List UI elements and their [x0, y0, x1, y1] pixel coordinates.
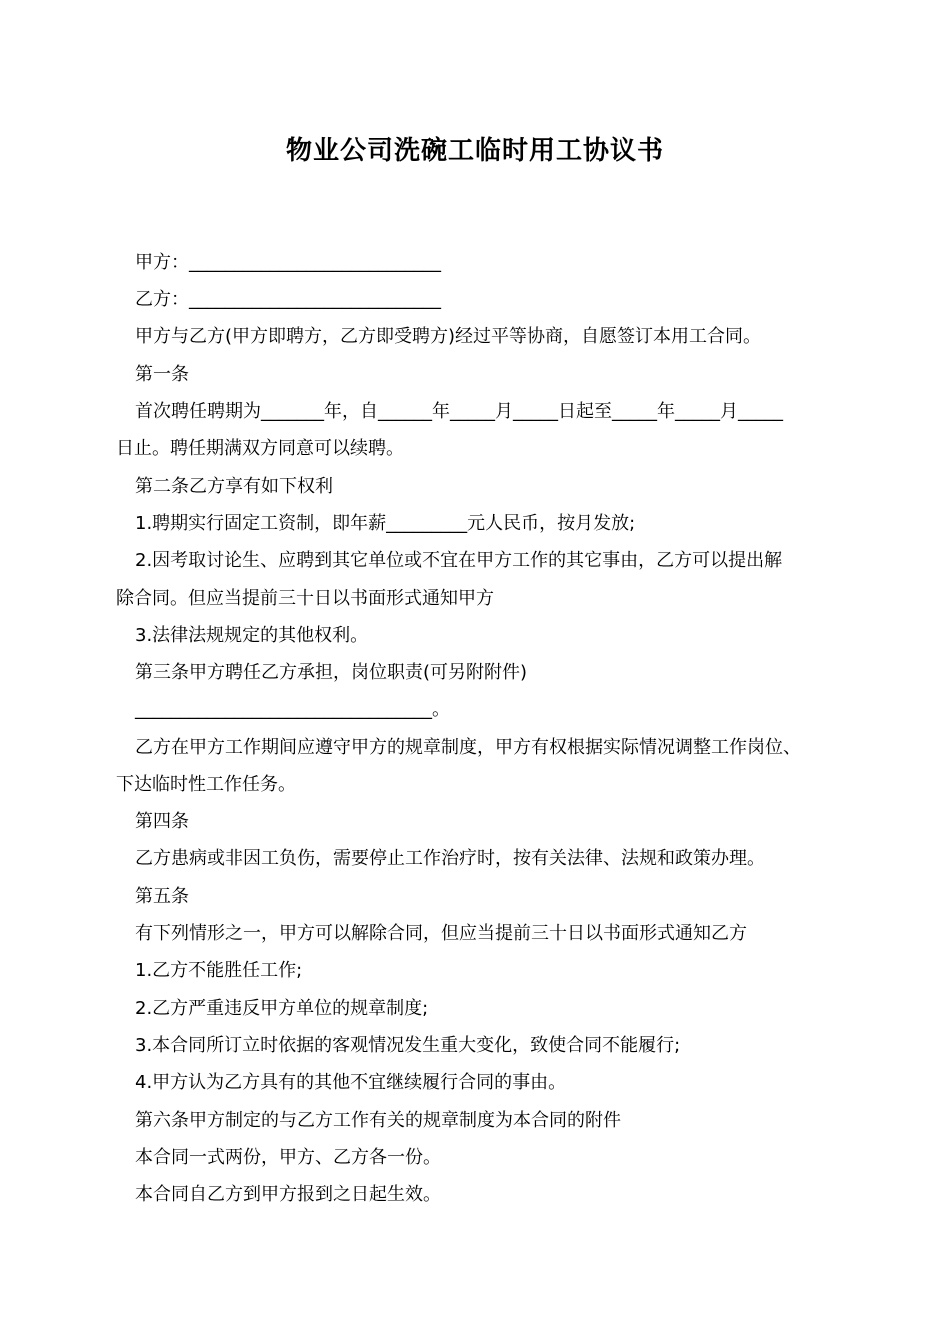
article-3-body-line-2: 下达临时性工作任务。 — [116, 774, 296, 795]
article-5-item-4: 4.甲方认为乙方具有的其他不宜继续履行合同的事由。 — [135, 1072, 567, 1093]
article-2-item-2-line-2: 除合同。但应当提前三十日以书面形式通知甲方 — [116, 588, 494, 609]
article-3-heading: 第三条甲方聘任乙方承担，岗位职责(可另附附件) — [135, 662, 528, 683]
party-a-line: 甲方：____________________________ — [135, 252, 441, 273]
article-3-blank-line: _________________________________。 — [135, 699, 450, 720]
article-1-line-2: 日止。聘任期满双方同意可以续聘。 — [116, 438, 404, 459]
document-title: 物业公司洗碗工临时用工协议书 — [285, 136, 664, 166]
effective-paragraph: 本合同自乙方到甲方报到之日起生效。 — [135, 1184, 441, 1205]
article-5-heading: 第五条 — [135, 886, 189, 907]
article-6-heading: 第六条甲方制定的与乙方工作有关的规章制度为本合同的附件 — [135, 1110, 621, 1131]
article-2-item-3: 3.法律法规规定的其他权利。 — [135, 625, 369, 646]
party-b-line: 乙方：____________________________ — [135, 289, 441, 310]
article-3-body-line-1: 乙方在甲方工作期间应遵守甲方的规章制度，甲方有权根据实际情况调整工作岗位、 — [135, 737, 801, 758]
intro-paragraph: 甲方与乙方(甲方即聘方，乙方即受聘方)经过平等协商，自愿签订本用工合同。 — [135, 326, 762, 347]
article-2-heading: 第二条乙方享有如下权利 — [135, 476, 333, 497]
article-1-heading: 第一条 — [135, 364, 189, 385]
article-4-body: 乙方患病或非因工负伤，需要停止工作治疗时，按有关法律、法规和政策办理。 — [135, 848, 765, 869]
article-5-item-3: 3.本合同所订立时依据的客观情况发生重大变化，致使合同不能履行; — [135, 1035, 681, 1056]
article-1-line-1: 首次聘任聘期为_______年，自______年_____月_____日起至_____年_____月_____ — [135, 401, 783, 422]
article-5-item-1: 1.乙方不能胜任工作; — [135, 960, 303, 981]
copies-paragraph: 本合同一式两份，甲方、乙方各一份。 — [135, 1147, 441, 1168]
article-2-item-1: 1.聘期实行固定工资制，即年薪_________元人民币，按月发放; — [135, 513, 636, 534]
article-4-heading: 第四条 — [135, 811, 189, 832]
article-2-item-2-line-1: 2.因考取讨论生、应聘到其它单位或不宜在甲方工作的其它事由，乙方可以提出解 — [135, 550, 783, 571]
article-5-item-2: 2.乙方严重违反甲方单位的规章制度; — [135, 998, 429, 1019]
article-5-intro: 有下列情形之一，甲方可以解除合同，但应当提前三十日以书面形式通知乙方 — [135, 923, 747, 944]
